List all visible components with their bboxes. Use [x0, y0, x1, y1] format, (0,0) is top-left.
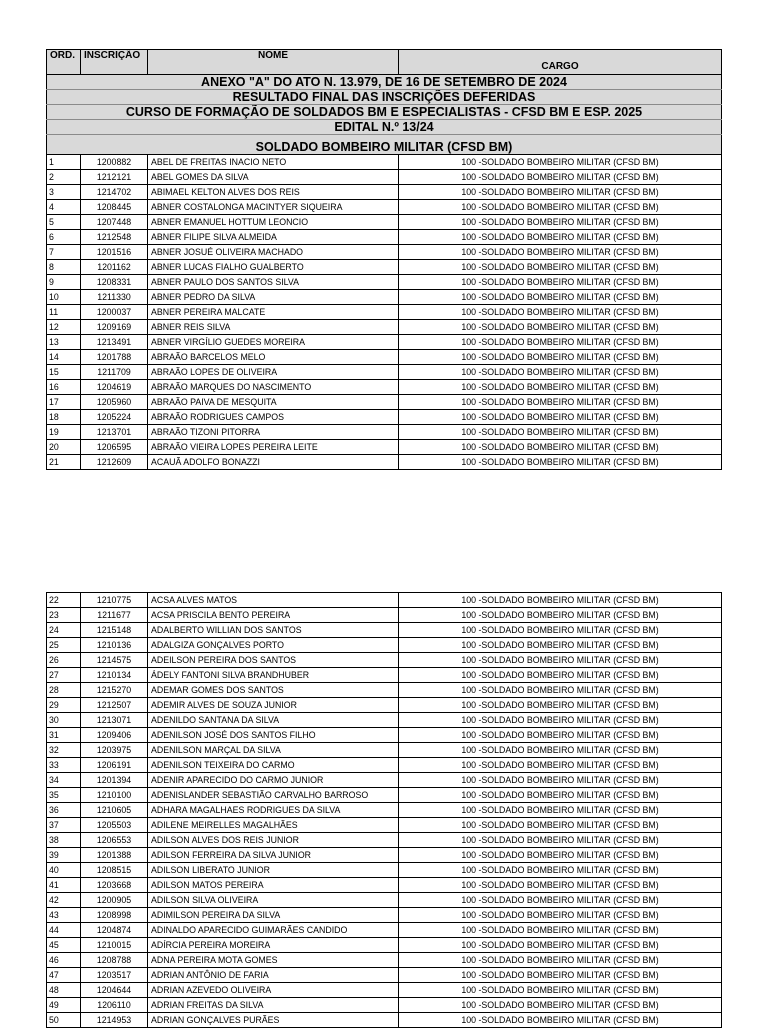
row-ord: 31 — [47, 728, 81, 743]
row-ord: 1 — [47, 155, 81, 170]
table-row — [47, 908, 722, 923]
row-inscricao: 1205224 — [81, 410, 148, 425]
row-ord: 20 — [47, 440, 81, 455]
row-ord: 46 — [47, 953, 81, 968]
row-cargo: 100 -SOLDADO BOMBEIRO MILITAR (CFSD BM) — [399, 440, 722, 455]
document-header — [47, 75, 722, 155]
table-row — [47, 455, 722, 470]
row-inscricao: 1211709 — [81, 365, 148, 380]
row-cargo: 100 -SOLDADO BOMBEIRO MILITAR (CFSD BM) — [399, 593, 722, 608]
row-cargo: 100 -SOLDADO BOMBEIRO MILITAR (CFSD BM) — [399, 653, 722, 668]
row-ord: 47 — [47, 968, 81, 983]
row-nome: ADNA PEREIRA MOTA GOMES — [148, 953, 399, 968]
row-nome: ACAUÃ ADOLFO BONAZZI — [148, 455, 399, 470]
table-row — [47, 380, 722, 395]
row-cargo: 100 -SOLDADO BOMBEIRO MILITAR (CFSD BM) — [399, 878, 722, 893]
row-inscricao: 1212609 — [81, 455, 148, 470]
row-ord: 23 — [47, 608, 81, 623]
row-inscricao: 1210015 — [81, 938, 148, 953]
row-cargo: 100 -SOLDADO BOMBEIRO MILITAR (CFSD BM) — [399, 395, 722, 410]
row-ord: 11 — [47, 305, 81, 320]
row-nome: ADILSON LIBERATO JUNIOR — [148, 863, 399, 878]
row-ord: 6 — [47, 230, 81, 245]
row-inscricao: 1215270 — [81, 683, 148, 698]
row-ord: 26 — [47, 653, 81, 668]
table-row — [47, 653, 722, 668]
row-cargo: 100 -SOLDADO BOMBEIRO MILITAR (CFSD BM) — [399, 305, 722, 320]
edital-number: EDITAL N.º 13/24 — [47, 120, 722, 135]
table-row — [47, 275, 722, 290]
row-inscricao: 1210775 — [81, 593, 148, 608]
row-nome: ABEL GOMES DA SILVA — [148, 170, 399, 185]
row-ord: 36 — [47, 803, 81, 818]
row-ord: 44 — [47, 923, 81, 938]
table-row — [47, 743, 722, 758]
row-nome: ADRIAN FREITAS DA SILVA — [148, 998, 399, 1013]
row-nome: ABRAÃO BARCELOS MELO — [148, 350, 399, 365]
column-headers — [47, 50, 722, 75]
row-inscricao: 1201788 — [81, 350, 148, 365]
row-cargo: 100 -SOLDADO BOMBEIRO MILITAR (CFSD BM) — [399, 938, 722, 953]
table-row — [47, 668, 722, 683]
row-cargo: 100 -SOLDADO BOMBEIRO MILITAR (CFSD BM) — [399, 185, 722, 200]
table-row — [47, 335, 722, 350]
row-ord: 30 — [47, 713, 81, 728]
row-cargo: 100 -SOLDADO BOMBEIRO MILITAR (CFSD BM) — [399, 1013, 722, 1028]
row-inscricao: 1201516 — [81, 245, 148, 260]
row-cargo: 100 -SOLDADO BOMBEIRO MILITAR (CFSD BM) — [399, 425, 722, 440]
result-title: RESULTADO FINAL DAS INSCRIÇÕES DEFERIDAS — [47, 90, 722, 105]
table-row — [47, 758, 722, 773]
row-nome: ABNER FILIPE SILVA ALMEIDA — [148, 230, 399, 245]
table-row — [47, 893, 722, 908]
row-nome: ADILSON SILVA OLIVEIRA — [148, 893, 399, 908]
row-cargo: 100 -SOLDADO BOMBEIRO MILITAR (CFSD BM) — [399, 290, 722, 305]
row-nome: ABRAÃO MARQUES DO NASCIMENTO — [148, 380, 399, 395]
row-ord: 25 — [47, 638, 81, 653]
row-ord: 13 — [47, 335, 81, 350]
row-cargo: 100 -SOLDADO BOMBEIRO MILITAR (CFSD BM) — [399, 773, 722, 788]
col-inscricao-header: INSCRIÇÃO — [81, 50, 148, 75]
row-nome: ADENILDO SANTANA DA SILVA — [148, 713, 399, 728]
row-ord: 14 — [47, 350, 81, 365]
row-inscricao: 1203975 — [81, 743, 148, 758]
row-inscricao: 1200037 — [81, 305, 148, 320]
row-ord: 5 — [47, 215, 81, 230]
row-inscricao: 1214953 — [81, 1013, 148, 1028]
col-cargo-header: CARGO — [399, 50, 722, 75]
row-inscricao: 1210605 — [81, 803, 148, 818]
row-nome: ABNER PEREIRA MALCATE — [148, 305, 399, 320]
row-inscricao: 1210136 — [81, 638, 148, 653]
row-ord: 41 — [47, 878, 81, 893]
row-nome: ADIMILSON PEREIRA DA SILVA — [148, 908, 399, 923]
row-nome: ÁDELY FANTONI SILVA BRANDHUBER — [148, 668, 399, 683]
table-row — [47, 818, 722, 833]
row-nome: ABIMAEL KELTON ALVES DOS REIS — [148, 185, 399, 200]
row-cargo: 100 -SOLDADO BOMBEIRO MILITAR (CFSD BM) — [399, 230, 722, 245]
row-inscricao: 1208331 — [81, 275, 148, 290]
row-ord: 16 — [47, 380, 81, 395]
row-nome: ADHARA MAGALHAES RODRIGUES DA SILVA — [148, 803, 399, 818]
row-ord: 42 — [47, 893, 81, 908]
row-cargo: 100 -SOLDADO BOMBEIRO MILITAR (CFSD BM) — [399, 818, 722, 833]
row-inscricao: 1201162 — [81, 260, 148, 275]
row-cargo: 100 -SOLDADO BOMBEIRO MILITAR (CFSD BM) — [399, 260, 722, 275]
row-cargo: 100 -SOLDADO BOMBEIRO MILITAR (CFSD BM) — [399, 758, 722, 773]
table-row — [47, 788, 722, 803]
results-table-part-1 — [46, 49, 722, 470]
row-ord: 22 — [47, 593, 81, 608]
row-ord: 33 — [47, 758, 81, 773]
table-row — [47, 608, 722, 623]
row-inscricao: 1215148 — [81, 623, 148, 638]
row-cargo: 100 -SOLDADO BOMBEIRO MILITAR (CFSD BM) — [399, 833, 722, 848]
row-cargo: 100 -SOLDADO BOMBEIRO MILITAR (CFSD BM) — [399, 698, 722, 713]
annex-title: ANEXO "A" DO ATO N. 13.979, DE 16 DE SETEMBRO DE 2024 — [47, 75, 722, 90]
row-cargo: 100 -SOLDADO BOMBEIRO MILITAR (CFSD BM) — [399, 953, 722, 968]
row-inscricao: 1208788 — [81, 953, 148, 968]
row-ord: 48 — [47, 983, 81, 998]
row-cargo: 100 -SOLDADO BOMBEIRO MILITAR (CFSD BM) — [399, 320, 722, 335]
table-row — [47, 833, 722, 848]
col-ord-header: ORD. — [47, 50, 81, 75]
row-inscricao: 1209169 — [81, 320, 148, 335]
row-cargo: 100 -SOLDADO BOMBEIRO MILITAR (CFSD BM) — [399, 803, 722, 818]
course-title: CURSO DE FORMAÇÃO DE SOLDADOS BM E ESPECIALISTAS - CFSD BM E ESP. 2025 — [47, 105, 722, 120]
row-nome: ADILSON ALVES DOS REIS JUNIOR — [148, 833, 399, 848]
table-row — [47, 425, 722, 440]
row-cargo: 100 -SOLDADO BOMBEIRO MILITAR (CFSD BM) — [399, 788, 722, 803]
table-row — [47, 245, 722, 260]
table-row — [47, 170, 722, 185]
row-nome: ADENILSON JOSÉ DOS SANTOS FILHO — [148, 728, 399, 743]
row-cargo: 100 -SOLDADO BOMBEIRO MILITAR (CFSD BM) — [399, 743, 722, 758]
row-inscricao: 1200882 — [81, 155, 148, 170]
row-ord: 12 — [47, 320, 81, 335]
row-ord: 38 — [47, 833, 81, 848]
table-row — [47, 638, 722, 653]
row-ord: 2 — [47, 170, 81, 185]
row-cargo: 100 -SOLDADO BOMBEIRO MILITAR (CFSD BM) — [399, 335, 722, 350]
row-nome: ABNER PEDRO DA SILVA — [148, 290, 399, 305]
row-nome: ABNER EMANUEL HOTTUM LEONCIO — [148, 215, 399, 230]
table-row — [47, 365, 722, 380]
row-ord: 39 — [47, 848, 81, 863]
row-nome: ABRAÃO LOPES DE OLIVEIRA — [148, 365, 399, 380]
row-cargo: 100 -SOLDADO BOMBEIRO MILITAR (CFSD BM) — [399, 668, 722, 683]
row-cargo: 100 -SOLDADO BOMBEIRO MILITAR (CFSD BM) — [399, 275, 722, 290]
table-row — [47, 983, 722, 998]
table-row — [47, 230, 722, 245]
row-inscricao: 1206191 — [81, 758, 148, 773]
row-inscricao: 1201394 — [81, 773, 148, 788]
row-ord: 8 — [47, 260, 81, 275]
row-inscricao: 1200905 — [81, 893, 148, 908]
row-ord: 18 — [47, 410, 81, 425]
row-ord: 49 — [47, 998, 81, 1013]
row-ord: 28 — [47, 683, 81, 698]
row-cargo: 100 -SOLDADO BOMBEIRO MILITAR (CFSD BM) — [399, 638, 722, 653]
row-inscricao: 1211677 — [81, 608, 148, 623]
row-nome: ACSA PRISCILA BENTO PEREIRA — [148, 608, 399, 623]
row-inscricao: 1214702 — [81, 185, 148, 200]
row-ord: 34 — [47, 773, 81, 788]
row-ord: 7 — [47, 245, 81, 260]
row-nome: ABEL DE FREITAS INACIO NETO — [148, 155, 399, 170]
row-ord: 40 — [47, 863, 81, 878]
row-nome: ADEILSON PEREIRA DOS SANTOS — [148, 653, 399, 668]
row-cargo: 100 -SOLDADO BOMBEIRO MILITAR (CFSD BM) — [399, 200, 722, 215]
row-inscricao: 1208445 — [81, 200, 148, 215]
row-nome: ABRAÃO VIEIRA LOPES PEREIRA LEITE — [148, 440, 399, 455]
table-row — [47, 938, 722, 953]
table-row — [47, 848, 722, 863]
row-cargo: 100 -SOLDADO BOMBEIRO MILITAR (CFSD BM) — [399, 728, 722, 743]
table-row — [47, 773, 722, 788]
row-nome: ACSA ALVES MATOS — [148, 593, 399, 608]
row-nome: ADENISLANDER SEBASTIÃO CARVALHO BARROSO — [148, 788, 399, 803]
row-ord: 37 — [47, 818, 81, 833]
row-nome: ABNER JOSUÉ OLIVEIRA MACHADO — [148, 245, 399, 260]
row-inscricao: 1207448 — [81, 215, 148, 230]
table-row — [47, 305, 722, 320]
table-row — [47, 863, 722, 878]
table-row — [47, 623, 722, 638]
row-cargo: 100 -SOLDADO BOMBEIRO MILITAR (CFSD BM) — [399, 983, 722, 998]
row-ord: 10 — [47, 290, 81, 305]
row-inscricao: 1204874 — [81, 923, 148, 938]
table-row — [47, 410, 722, 425]
row-inscricao: 1209406 — [81, 728, 148, 743]
row-inscricao: 1204644 — [81, 983, 148, 998]
row-nome: ADEMAR GOMES DOS SANTOS — [148, 683, 399, 698]
row-inscricao: 1203668 — [81, 878, 148, 893]
row-ord: 29 — [47, 698, 81, 713]
row-ord: 21 — [47, 455, 81, 470]
row-inscricao: 1214575 — [81, 653, 148, 668]
row-cargo: 100 -SOLDADO BOMBEIRO MILITAR (CFSD BM) — [399, 998, 722, 1013]
row-cargo: 100 -SOLDADO BOMBEIRO MILITAR (CFSD BM) — [399, 623, 722, 638]
row-nome: ABNER PAULO DOS SANTOS SILVA — [148, 275, 399, 290]
row-ord: 24 — [47, 623, 81, 638]
row-ord: 15 — [47, 365, 81, 380]
table-row — [47, 260, 722, 275]
row-inscricao: 1205960 — [81, 395, 148, 410]
row-cargo: 100 -SOLDADO BOMBEIRO MILITAR (CFSD BM) — [399, 365, 722, 380]
row-ord: 50 — [47, 1013, 81, 1028]
row-cargo: 100 -SOLDADO BOMBEIRO MILITAR (CFSD BM) — [399, 923, 722, 938]
row-cargo: 100 -SOLDADO BOMBEIRO MILITAR (CFSD BM) — [399, 170, 722, 185]
col-nome-header: NOME — [148, 50, 399, 75]
rows-part-2 — [47, 593, 722, 1028]
row-nome: ADEMIR ALVES DE SOUZA JUNIOR — [148, 698, 399, 713]
table-row — [47, 200, 722, 215]
row-cargo: 100 -SOLDADO BOMBEIRO MILITAR (CFSD BM) — [399, 245, 722, 260]
section-title: SOLDADO BOMBEIRO MILITAR (CFSD BM) — [47, 135, 722, 155]
row-inscricao: 1206110 — [81, 998, 148, 1013]
row-nome: ADRIAN AZEVEDO OLIVEIRA — [148, 983, 399, 998]
table-row — [47, 185, 722, 200]
row-cargo: 100 -SOLDADO BOMBEIRO MILITAR (CFSD BM) — [399, 683, 722, 698]
row-cargo: 100 -SOLDADO BOMBEIRO MILITAR (CFSD BM) — [399, 155, 722, 170]
row-nome: ABNER COSTALONGA MACINTYER SIQUEIRA — [148, 200, 399, 215]
row-inscricao: 1213701 — [81, 425, 148, 440]
row-nome: ABRAÃO RODRIGUES CAMPOS — [148, 410, 399, 425]
row-nome: ADILSON MATOS PEREIRA — [148, 878, 399, 893]
row-nome: ADINALDO APARECIDO GUIMARÃES CANDIDO — [148, 923, 399, 938]
row-nome: ADENIR APARECIDO DO CARMO JUNIOR — [148, 773, 399, 788]
table-row — [47, 713, 722, 728]
row-nome: ABRAÃO PAIVA DE MESQUITA — [148, 395, 399, 410]
table-row — [47, 290, 722, 305]
row-inscricao: 1208998 — [81, 908, 148, 923]
row-inscricao: 1212548 — [81, 230, 148, 245]
row-inscricao: 1211330 — [81, 290, 148, 305]
row-cargo: 100 -SOLDADO BOMBEIRO MILITAR (CFSD BM) — [399, 380, 722, 395]
row-nome: ADILENE MEIRELLES MAGALHÃES — [148, 818, 399, 833]
row-inscricao: 1201388 — [81, 848, 148, 863]
row-nome: ADÍRCIA PEREIRA MOREIRA — [148, 938, 399, 953]
row-ord: 35 — [47, 788, 81, 803]
row-cargo: 100 -SOLDADO BOMBEIRO MILITAR (CFSD BM) — [399, 848, 722, 863]
row-nome: ADRIAN ANTÔNIO DE FARIA — [148, 968, 399, 983]
table-row — [47, 395, 722, 410]
row-ord: 45 — [47, 938, 81, 953]
row-ord: 43 — [47, 908, 81, 923]
table-row — [47, 728, 722, 743]
row-ord: 4 — [47, 200, 81, 215]
row-ord: 32 — [47, 743, 81, 758]
table-row — [47, 803, 722, 818]
row-ord: 3 — [47, 185, 81, 200]
row-nome: ABNER REIS SILVA — [148, 320, 399, 335]
table-row — [47, 968, 722, 983]
table-row — [47, 350, 722, 365]
table-row — [47, 1013, 722, 1028]
row-cargo: 100 -SOLDADO BOMBEIRO MILITAR (CFSD BM) — [399, 215, 722, 230]
table-row — [47, 698, 722, 713]
table-row — [47, 320, 722, 335]
table-row — [47, 998, 722, 1013]
row-cargo: 100 -SOLDADO BOMBEIRO MILITAR (CFSD BM) — [399, 863, 722, 878]
row-inscricao: 1212121 — [81, 170, 148, 185]
row-inscricao: 1210100 — [81, 788, 148, 803]
row-nome: ABNER VIRGÍLIO GUEDES MOREIRA — [148, 335, 399, 350]
row-inscricao: 1212507 — [81, 698, 148, 713]
row-nome: ADALBERTO WILLIAN DOS SANTOS — [148, 623, 399, 638]
row-ord: 9 — [47, 275, 81, 290]
table-row — [47, 440, 722, 455]
table-row — [47, 155, 722, 170]
row-inscricao: 1204619 — [81, 380, 148, 395]
row-inscricao: 1208515 — [81, 863, 148, 878]
row-inscricao: 1213071 — [81, 713, 148, 728]
table-row — [47, 593, 722, 608]
row-inscricao: 1205503 — [81, 818, 148, 833]
row-ord: 17 — [47, 395, 81, 410]
row-inscricao: 1206595 — [81, 440, 148, 455]
row-inscricao: 1206553 — [81, 833, 148, 848]
row-ord: 27 — [47, 668, 81, 683]
table-row — [47, 953, 722, 968]
row-cargo: 100 -SOLDADO BOMBEIRO MILITAR (CFSD BM) — [399, 350, 722, 365]
row-inscricao: 1213491 — [81, 335, 148, 350]
row-cargo: 100 -SOLDADO BOMBEIRO MILITAR (CFSD BM) — [399, 455, 722, 470]
table-row — [47, 683, 722, 698]
row-nome: ABRAÃO TIZONI PITORRA — [148, 425, 399, 440]
table-row — [47, 878, 722, 893]
table-row — [47, 923, 722, 938]
row-ord: 19 — [47, 425, 81, 440]
row-cargo: 100 -SOLDADO BOMBEIRO MILITAR (CFSD BM) — [399, 608, 722, 623]
row-cargo: 100 -SOLDADO BOMBEIRO MILITAR (CFSD BM) — [399, 908, 722, 923]
row-nome: ABNER LUCAS FIALHO GUALBERTO — [148, 260, 399, 275]
row-inscricao: 1203517 — [81, 968, 148, 983]
row-cargo: 100 -SOLDADO BOMBEIRO MILITAR (CFSD BM) — [399, 893, 722, 908]
row-nome: ADRIAN GONÇALVES PURÃES — [148, 1013, 399, 1028]
rows-part-1 — [47, 155, 722, 470]
row-nome: ADENILSON MARÇAL DA SILVA — [148, 743, 399, 758]
row-nome: ADALGIZA GONÇALVES PORTO — [148, 638, 399, 653]
row-cargo: 100 -SOLDADO BOMBEIRO MILITAR (CFSD BM) — [399, 410, 722, 425]
row-cargo: 100 -SOLDADO BOMBEIRO MILITAR (CFSD BM) — [399, 713, 722, 728]
row-cargo: 100 -SOLDADO BOMBEIRO MILITAR (CFSD BM) — [399, 968, 722, 983]
results-table-part-2 — [46, 592, 722, 1028]
table-row — [47, 215, 722, 230]
row-nome: ADILSON FERREIRA DA SILVA JUNIOR — [148, 848, 399, 863]
row-nome: ADENILSON TEIXEIRA DO CARMO — [148, 758, 399, 773]
row-inscricao: 1210134 — [81, 668, 148, 683]
